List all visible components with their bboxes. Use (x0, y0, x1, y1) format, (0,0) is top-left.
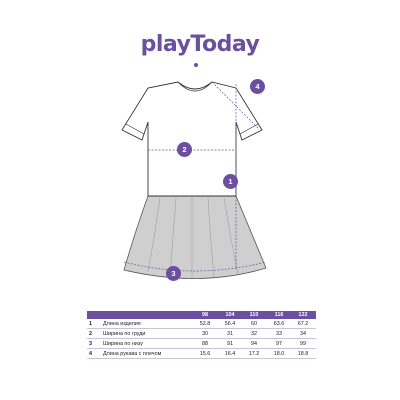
size-col-header: 122 (298, 312, 308, 318)
marker-2: 2 (177, 142, 192, 157)
size-col-header: 110 (249, 312, 259, 318)
size-table (87, 311, 316, 359)
table-cell: 97 (276, 341, 282, 347)
table-cell: 33 (276, 331, 282, 337)
table-row (87, 339, 316, 349)
brand-logo: playToday (140, 32, 260, 57)
size-table-header (87, 311, 316, 319)
table-cell: 15.6 (199, 351, 211, 357)
table-cell: 88 (202, 341, 208, 347)
row-number: 4 (89, 351, 92, 357)
table-cell: 34 (300, 331, 306, 337)
table-cell: 18.8 (297, 351, 309, 357)
size-col-header: 98 (202, 312, 208, 318)
table-cell: 17.2 (248, 351, 260, 357)
row-label: Ширина по груди (103, 331, 146, 337)
table-cell: 60 (251, 321, 257, 327)
table-row (87, 329, 316, 339)
table-cell: 31 (227, 331, 233, 337)
marker-1: 1 (223, 174, 238, 189)
marker-3: 3 (166, 266, 181, 281)
dress-bodice (122, 82, 262, 196)
table-cell: 52.8 (199, 321, 211, 327)
table-cell: 30 (202, 331, 208, 337)
row-label: Длина рукава с плечом (103, 351, 162, 357)
size-col-header: 116 (274, 312, 284, 318)
marker-4: 4 (250, 79, 265, 94)
table-row (87, 349, 316, 359)
table-cell: 99 (300, 341, 306, 347)
row-number: 2 (89, 331, 92, 337)
dress-skirt (124, 196, 266, 279)
row-label: Ширина по низу (103, 341, 143, 347)
row-number: 1 (89, 321, 92, 327)
table-cell: 91 (227, 341, 233, 347)
table-cell: 32 (251, 331, 257, 337)
row-label: Длина изделия (103, 321, 141, 327)
table-cell: 67.2 (297, 321, 309, 327)
table-cell: 56.4 (224, 321, 236, 327)
table-row (87, 319, 316, 329)
table-cell: 18.0 (273, 351, 285, 357)
table-cell: 63.6 (273, 321, 285, 327)
table-cell: 94 (251, 341, 257, 347)
row-number: 3 (89, 341, 92, 347)
table-cell: 16.4 (224, 351, 236, 357)
size-col-header: 104 (225, 312, 235, 318)
